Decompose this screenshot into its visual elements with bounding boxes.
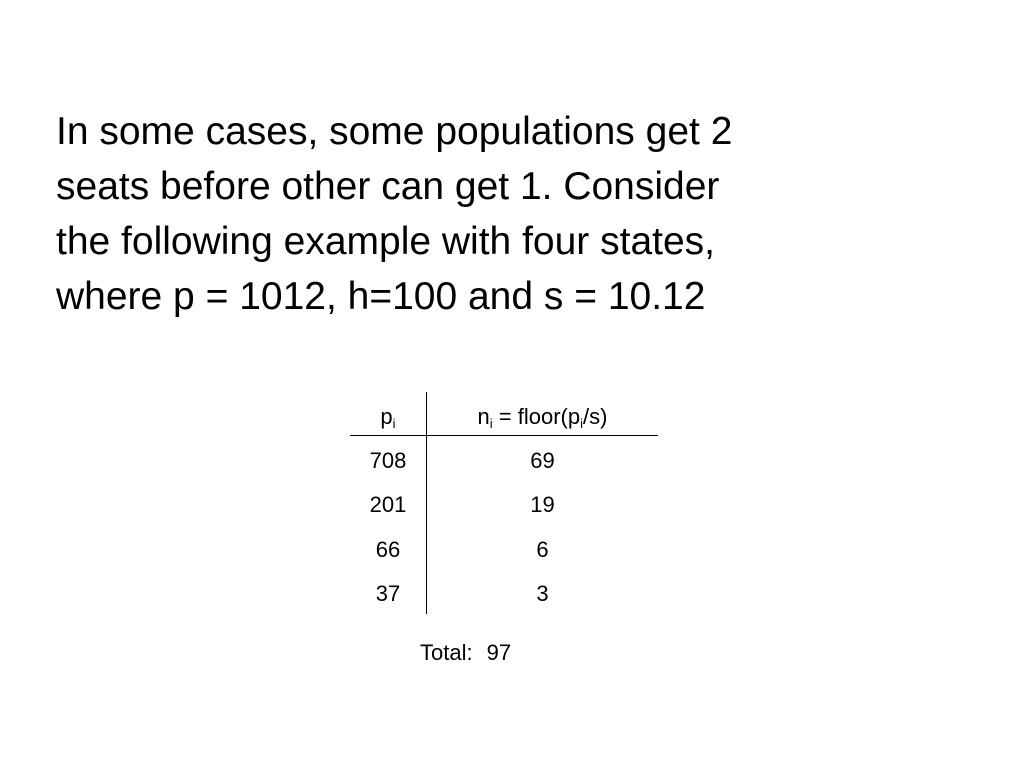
seats-value: 69 xyxy=(530,448,555,473)
header-divider xyxy=(350,435,658,436)
total-label: Total: xyxy=(420,640,473,665)
header-seats-n: n xyxy=(477,404,490,429)
population-value: 37 xyxy=(375,581,401,606)
total-value: 97 xyxy=(486,640,512,665)
header-population-subscript: i xyxy=(392,416,396,431)
header-seats-formula-mid: = floor(p xyxy=(492,404,581,429)
apportionment-table xyxy=(350,392,658,614)
header-population xyxy=(350,404,426,430)
header-seats-formula xyxy=(427,404,658,430)
paragraph-line: where p = 1012, h=100 and s = 10.12 xyxy=(56,275,706,318)
header-seats-n-subscript: i xyxy=(489,416,493,431)
header-seats-formula-end: /s) xyxy=(583,404,608,429)
population-value: 66 xyxy=(375,537,401,562)
header-population-base: p xyxy=(380,404,393,429)
total-row xyxy=(420,640,511,666)
seats-value: 3 xyxy=(536,581,549,606)
header-seats-p-subscript: i xyxy=(580,416,583,431)
population-value: 201 xyxy=(369,492,407,517)
seats-value: 19 xyxy=(530,492,555,517)
paragraph-line: the following example with four states, xyxy=(56,220,716,263)
body-paragraph xyxy=(56,104,876,324)
population-value: 708 xyxy=(369,448,407,473)
paragraph-line: In some cases, some populations get 2 xyxy=(56,110,733,153)
paragraph-line: seats before other can get 1. Consider xyxy=(56,165,720,208)
seats-value: 6 xyxy=(536,537,549,562)
